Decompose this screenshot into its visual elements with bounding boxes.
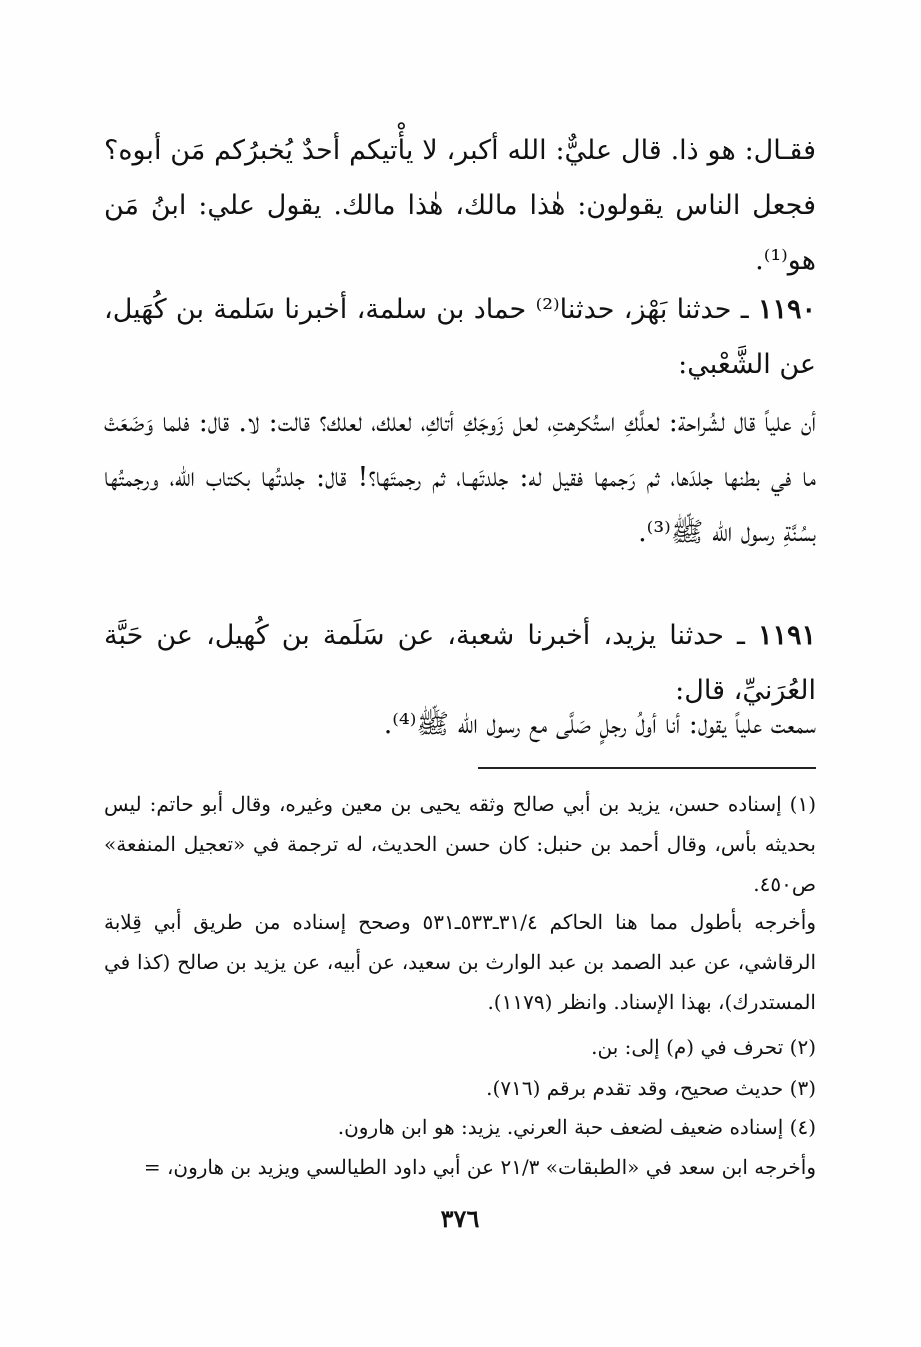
hadith-1190 [104,282,816,392]
footnote-separator [478,767,816,769]
hadith-isnad: ـ حدثنا بَهْز، حدثنا⁽²⁾ حماد بن سلمة، أخبرنا سَلمة بن كُهَيل، عن الشَّعْبي: [104,294,816,380]
page-number: ٣٧٦ [440,1204,480,1233]
hadith-1190-matn: أن علياً قال لشُراحة: لعلَّكِ استُكرهتِ، لعل زَوجَكِ أتاكِ، لعلك، لعلك؟ قالت: لا. قال: فلما وَضَعَتْ ما في بطنها جلدَها، ثم رَجمها فقيل له: جلدتَهـا، ثم رجمتَها؟! قال: جلدتُها بكتاب الله، ورجمتُها بسُنَّةِ رسول الله ﷺ⁽³⁾. [104,407,816,548]
hadith-isnad: ـ حدثنا يزيد، أخبرنا شعبة، عن سَلَمة بن كُهيل، عن حَبَّة العُرَنيِّ، قال: [104,620,816,706]
hadith-1191-matn: سمعت علياً يقول: أنا أولُ رجلٍ صَلَّى مع رسول الله ﷺ⁽⁴⁾. [383,709,816,740]
footnote-2: (٢) تحرف في (م) إلى: بن. [591,1035,816,1059]
hadith-number: ١١٩٠ [757,294,816,325]
footnote-1-continued: وأخرجه بأطول مما هنا الحاكم ٣١/٤ـ٥٣٣ـ٥٣١ وصحح إسناده من طريق أبي قِلابة الرقاشي، عن عبد الصمد بن عبد الوارث بن سعيد، عن أبيه، عن يزيد بن صالح (كذا في المستدرك)، بهذا الإسناد. وانظر (١١٧٩). [104,910,816,1014]
footnote-1: (١) إسناده حسن، يزيد بن أبي صالح وثقه يحيى بن معين وغيره، وقال أبو حاتم: ليس بحديثه بأس، وقال أحمد بن حنبل: كان حسن الحديث، له ترجمة في «تعجيل المنفعة» ص٤٥٠. [104,792,816,896]
footnote-4-continued: وأخرجه ابن سعد في «الطبقات» ٢١/٣ عن أبي داود الطيالسي ويزيد بن هارون، = [143,1155,816,1179]
footnote-4: (٤) إسناده ضعيف لضعف حبة العرني. يزيد: هو ابن هارون. [337,1115,816,1139]
footnote-3: (٣) حديث صحيح، وقد تقدم برقم (٧١٦). [486,1076,816,1100]
hadith-number: ١١٩١ [757,620,816,651]
paragraph-continuation: فقـال: هو ذا. قال عليٌّ: الله أكبر، لا يأْتيكم أحدٌ يُخبرُكم مَن أبوه؟ فجعل الناس يقولون: هٰذا مالك، هٰذا مالك. يقول علي: ابنُ مَن هو⁽¹⁾. [104,135,816,276]
